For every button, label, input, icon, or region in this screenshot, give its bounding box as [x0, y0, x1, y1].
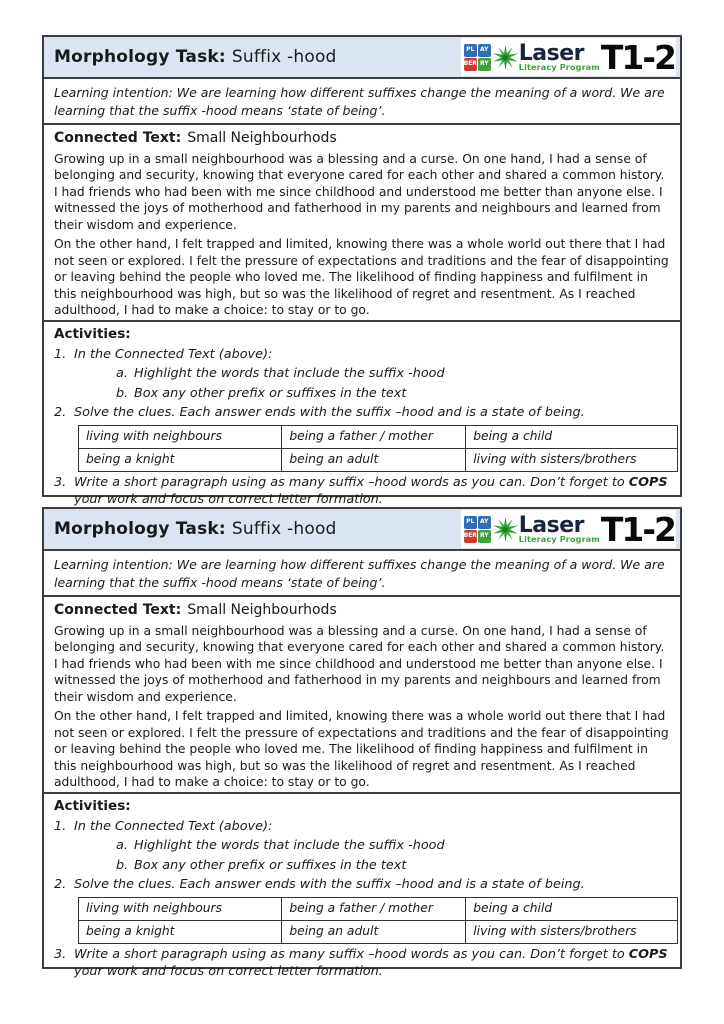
laser-star-icon [493, 517, 518, 542]
activities-section [44, 794, 680, 980]
clue-cell: being an adult [282, 921, 466, 944]
connected-text-section [44, 597, 680, 794]
activity-item-1b-letter: b. [116, 385, 129, 401]
activity-item-3-emphasis: COPS [628, 475, 668, 491]
activity-item-1 [54, 347, 670, 364]
activity-item-3-emphasis: COPS [628, 947, 668, 963]
activity-item-3-text [74, 475, 670, 508]
connected-text-title: Small Neighbourhods [187, 130, 337, 146]
learning-intention: Learning intention: We are learning how different suffixes change the meaning of a word. We are learning that the suffix -hood means ‘state of being’. [44, 79, 680, 125]
activity-item-1a-text: Highlight the words that include the suffix -hood [134, 838, 445, 854]
learning-intention: Learning intention: We are learning how different suffixes change the meaning of a word. We are learning that the suffix -hood means ‘state of being’. [44, 551, 680, 597]
clues-table-row-2 [79, 449, 678, 472]
activity-item-1b [116, 386, 670, 403]
activity-item-2-text: Solve the clues. Each answer ends with the suffix –hood and is a state of being. [74, 877, 585, 893]
activity-item-1-number: 1. [54, 818, 67, 834]
puzzle-tile-ber: BER [464, 530, 477, 543]
title-regular-part: Suffix -hood [231, 519, 337, 539]
connected-text-label: Connected Text: [54, 130, 182, 146]
connected-text-title: Small Neighbourhods [187, 602, 337, 618]
activity-item-1-text: In the Connected Text (above): [74, 346, 273, 362]
laser-literacy-logo [461, 38, 676, 76]
puzzle-tile-ry: RY [478, 58, 491, 71]
worksheet-card [42, 35, 682, 507]
activity-item-1a-text: Highlight the words that include the suffix -hood [134, 366, 445, 382]
clue-cell: being a knight [79, 449, 282, 472]
brand-name: Laser [518, 512, 584, 538]
worksheet-header [44, 37, 680, 79]
activities-section [44, 322, 680, 508]
level-badge: T1-2 [600, 37, 675, 77]
activity-item-2 [54, 405, 670, 422]
activity-item-3-text-after: your work and focus on correct letter formation. [74, 963, 383, 979]
activity-item-1a [116, 838, 670, 855]
activity-item-1b-text: Box any other prefix or suffixes in the text [134, 385, 407, 401]
clues-table [78, 425, 678, 472]
activity-item-3-text [74, 947, 670, 980]
activity-item-2-number: 2. [54, 877, 67, 893]
title-bold-part: Morphology Task: [54, 47, 226, 67]
worksheet-cards-container [42, 35, 682, 979]
activity-item-2 [54, 877, 670, 894]
clue-cell: being a father / mother [282, 898, 466, 921]
activity-item-2-number: 2. [54, 405, 67, 421]
title-bold-part: Morphology Task: [54, 519, 226, 539]
connected-text-label: Connected Text: [54, 602, 182, 618]
puzzle-tile-ay: AY [478, 516, 491, 529]
activity-item-1b-text: Box any other prefix or suffixes in the text [134, 857, 407, 873]
worksheet-card [42, 507, 682, 979]
playberry-puzzle-icon [464, 516, 491, 543]
connected-text-heading [54, 129, 670, 148]
clues-table-row-1 [79, 898, 678, 921]
puzzle-tile-ry: RY [478, 530, 491, 543]
clue-cell: being a knight [79, 921, 282, 944]
clue-cell: being a father / mother [282, 426, 466, 449]
activity-item-3-text-after: your work and focus on correct letter formation. [74, 491, 383, 507]
connected-text-section [44, 125, 680, 322]
clue-cell: living with neighbours [79, 898, 282, 921]
brand-text-block [518, 512, 600, 544]
activity-item-3-number: 3. [54, 947, 67, 963]
laser-literacy-logo [461, 510, 676, 548]
brand-subtitle: Literacy Program [518, 534, 600, 544]
activity-item-3-text-before: Write a short paragraph using as many suffix –hood words as you can. Don’t forget to [74, 947, 629, 963]
activity-item-3-text-before: Write a short paragraph using as many suffix –hood words as you can. Don’t forget to [74, 475, 629, 491]
activity-item-1-number: 1. [54, 346, 67, 362]
activity-item-1a-letter: a. [116, 838, 128, 854]
clues-table [78, 897, 678, 944]
worksheet-header [44, 509, 680, 551]
puzzle-tile-pl: PL [464, 516, 477, 529]
clue-cell: living with sisters/brothers [466, 921, 678, 944]
activities-label: Activities: [54, 798, 131, 814]
clue-cell: being a child [466, 426, 678, 449]
clue-cell: living with neighbours [79, 426, 282, 449]
connected-text-paragraph-2: On the other hand, I felt trapped and limited, knowing there was a whole world out there that I had not seen or explored. I felt the pressure of expectations and traditions and the fear of disappointing or leaving behind the people who loved me. The likelihood of finding happiness and fulfilment in this neighbourhood was high, but so was the likelihood of regret and resentment. As I reached adulthood, I had to make a choice: to stay or to go. [54, 709, 669, 789]
activity-item-1-text: In the Connected Text (above): [74, 818, 273, 834]
activity-item-1b [116, 858, 670, 875]
puzzle-tile-ber: BER [464, 58, 477, 71]
activity-item-2-text: Solve the clues. Each answer ends with the suffix –hood and is a state of being. [74, 405, 585, 421]
activity-item-1 [54, 819, 670, 836]
brand-name: Laser [518, 40, 584, 66]
clues-table-row-2 [79, 921, 678, 944]
activity-item-1b-letter: b. [116, 857, 129, 873]
page-title [54, 47, 337, 67]
laser-star-icon [493, 45, 518, 70]
clue-cell: being a child [466, 898, 678, 921]
activity-item-1a-letter: a. [116, 366, 128, 382]
title-regular-part: Suffix -hood [231, 47, 337, 67]
puzzle-tile-pl: PL [464, 44, 477, 57]
clue-cell: being an adult [282, 449, 466, 472]
activities-label: Activities: [54, 326, 131, 342]
connected-text-heading [54, 601, 670, 620]
level-badge: T1-2 [600, 509, 675, 549]
connected-text-paragraph-2: On the other hand, I felt trapped and limited, knowing there was a whole world out there that I had not seen or explored. I felt the pressure of expectations and traditions and the fear of disappointing or leaving behind the people who loved me. The likelihood of finding happiness and fulfilment in this neighbourhood was high, but so was the likelihood of regret and resentment. As I reached adulthood, I had to make a choice: to stay or to go. [54, 237, 669, 317]
page-title [54, 519, 337, 539]
brand-subtitle: Literacy Program [518, 62, 600, 72]
activity-item-3 [54, 947, 670, 980]
connected-text-paragraph-1: Growing up in a small neighbourhood was a blessing and a curse. On one hand, I had a sense of belonging and security, knowing that everyone cared for each other and shared a common history. I had friends who had been with me since childhood and understood me better than anyone else. I witnessed the joys of motherhood and fatherhood in my parents and neighbours and learned from their wisdom and experience. [54, 151, 665, 232]
clues-table-row-1 [79, 426, 678, 449]
connected-text-paragraph-1: Growing up in a small neighbourhood was a blessing and a curse. On one hand, I had a sense of belonging and security, knowing that everyone cared for each other and shared a common history. I had friends who had been with me since childhood and understood me better than anyone else. I witnessed the joys of motherhood and fatherhood in my parents and neighbours and learned from their wisdom and experience. [54, 623, 665, 704]
clue-cell: living with sisters/brothers [466, 449, 678, 472]
brand-text-block [518, 40, 600, 72]
activity-item-1a [116, 366, 670, 383]
playberry-puzzle-icon [464, 44, 491, 71]
puzzle-tile-ay: AY [478, 44, 491, 57]
activity-item-3 [54, 475, 670, 508]
activity-item-3-number: 3. [54, 475, 67, 491]
